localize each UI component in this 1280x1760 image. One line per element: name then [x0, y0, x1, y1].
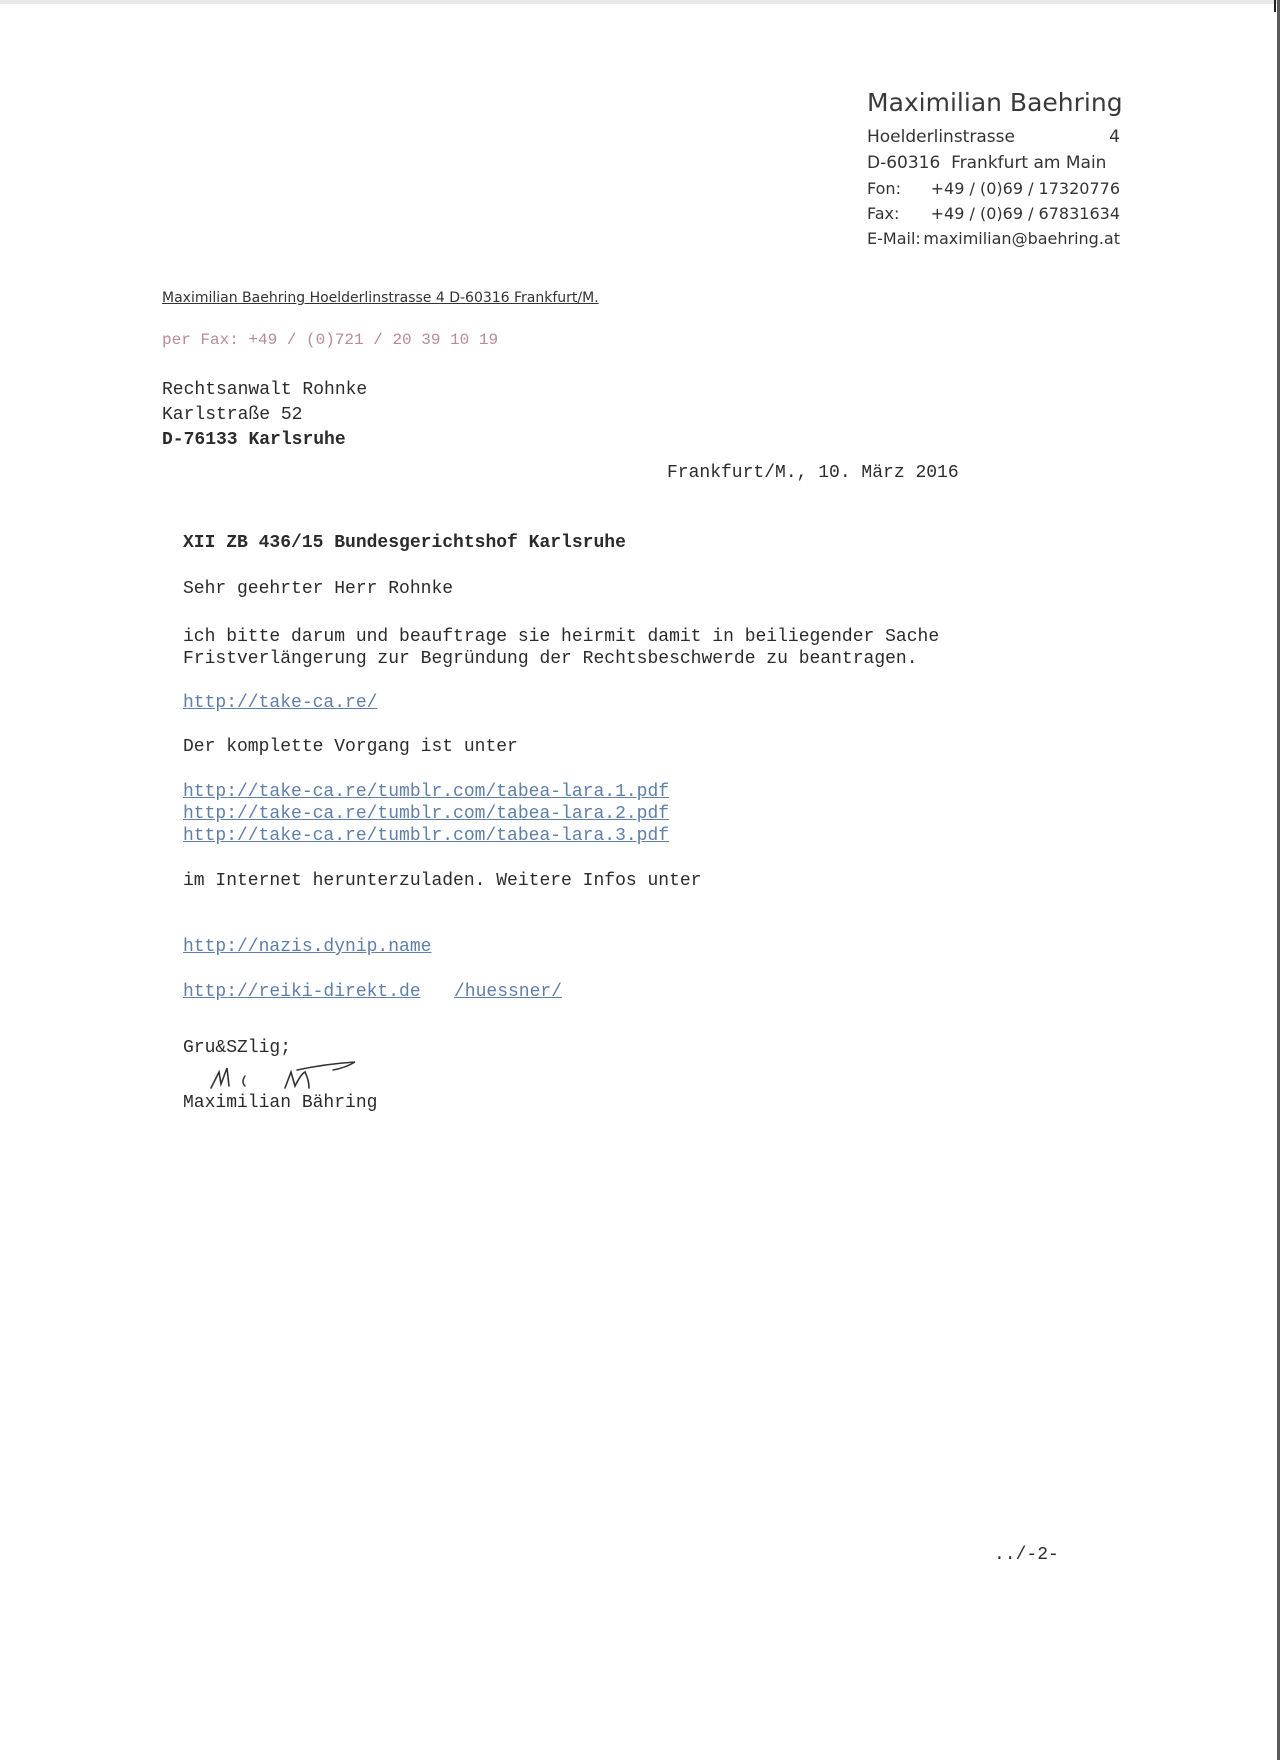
email-value: maximilian@baehring.at [923, 229, 1120, 248]
date-line: Frankfurt/M., 10. März 2016 [667, 463, 959, 483]
sender-house-number: 4 [1109, 127, 1120, 147]
sender-phone-row [867, 176, 1120, 201]
email-label: E-Mail: [867, 229, 921, 248]
sender-city-row [867, 150, 1120, 176]
phone-label: Fon: [867, 179, 901, 198]
link-huessner[interactable]: /huessner/ [454, 982, 563, 1002]
page-continuation-marker: ../-2- [994, 1545, 1059, 1565]
phone-value: +49 / (0)69 / 17320776 [930, 179, 1120, 198]
fax-label: Fax: [867, 204, 900, 223]
pdf-link-3[interactable]: http://take-ca.re/tumblr.com/tabea-lara.3.pdf [183, 826, 670, 846]
closing: Gru&SZlig; [183, 1038, 292, 1058]
recipient-address [162, 378, 367, 453]
page-top-edge [0, 0, 1280, 4]
sender-street: Hoelderlinstrasse [867, 127, 1015, 147]
salutation: Sehr geehrter Herr Rohnke [183, 579, 454, 599]
recipient-line-2: Karlstraße 52 [162, 405, 303, 425]
sender-city: D-60316 Frankfurt am Main [867, 153, 1107, 173]
fax-value: +49 / (0)69 / 67831634 [930, 204, 1120, 223]
sender-email-row [867, 226, 1120, 251]
signer-name: Maximilian Bähring [183, 1093, 378, 1113]
recipient-city: Karlsruhe [248, 430, 346, 450]
paragraph-line-1: ich bitte darum und beauftrage sie heirmit damit in beiliegender Sache [183, 627, 940, 647]
return-address: Maximilian Baehring Hoelderlinstrasse 4 D-60316 Frankfurt/M. [162, 290, 599, 306]
paragraph-line-2: Fristverlängerung zur Begründung der Rechtsbeschwerde zu beantragen. [183, 649, 918, 669]
page-corner-mark [1274, 0, 1276, 12]
pdf-link-2[interactable]: http://take-ca.re/tumblr.com/tabea-lara.2.pdf [183, 804, 670, 824]
recipient-zip: D-76133 [162, 430, 238, 450]
sender-street-row [867, 124, 1120, 150]
sender-name: Maximilian Baehring [867, 88, 1123, 117]
link-reiki[interactable]: http://reiki-direkt.de [183, 982, 421, 1002]
fax-line: per Fax: +49 / (0)721 / 20 39 10 19 [162, 331, 499, 349]
recipient-line-1: Rechtsanwalt Rohnke [162, 380, 368, 400]
letterhead [867, 86, 1123, 251]
pdf-link-1[interactable]: http://take-ca.re/tumblr.com/tabea-lara.1.pdf [183, 782, 670, 802]
sender-fax-row [867, 201, 1120, 226]
subject-line: XII ZB 436/15 Bundesgerichtshof Karlsruhe [183, 533, 626, 553]
link-nazis[interactable]: http://nazis.dynip.name [183, 937, 432, 957]
vorgang-text: Der komplette Vorgang ist unter [183, 737, 518, 757]
download-text: im Internet herunterzuladen. Weitere Infos unter [183, 871, 702, 891]
link-take-care[interactable]: http://take-ca.re/ [183, 693, 378, 713]
recipient-line-3 [162, 428, 367, 453]
